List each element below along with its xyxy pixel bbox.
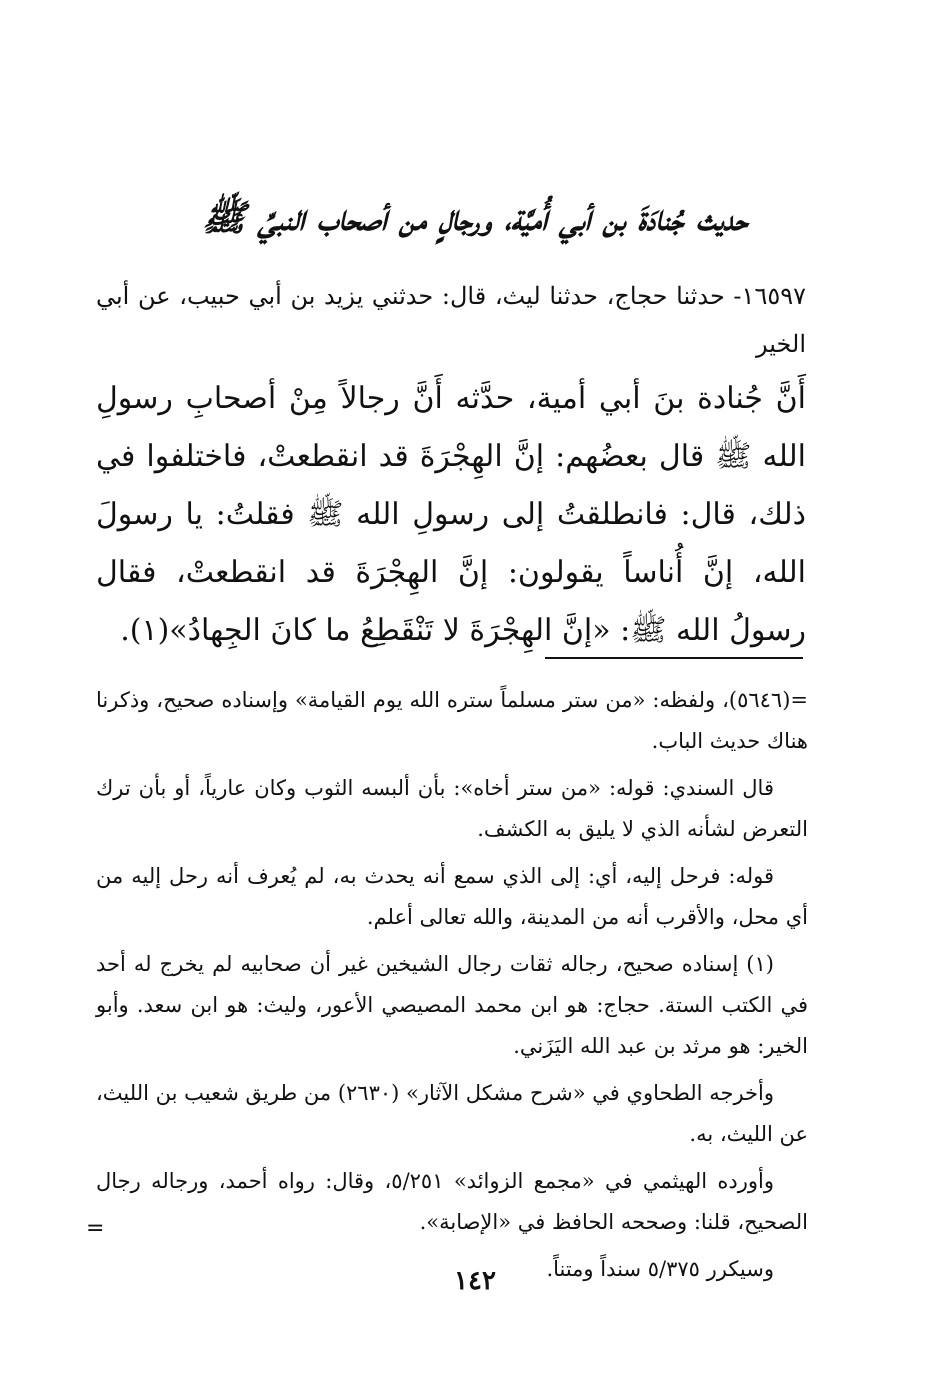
- hadith-matn: أَنَّ جُنادة بنَ أبي أمية، حدَّثه أَنَّ رجالاً مِنْ أصحابِ رسولِ الله ﷺ قال بعضُهم: إنَّ الهِجْرَةَ قد انقطعتْ، فاختلفوا في ذلك، قال: فانطلقتُ إلى رسولِ الله ﷺ فقلتُ: يا رسولَ الله، إنَّ أُناساً يقولون: إنَّ الهِجْرَةَ قد انقطعتْ، فقال رسولُ الله ﷺ: «إنَّ الهِجْرَةَ لا تَنْقَطِعُ ما كانَ الجِهادُ»(١).: [96, 381, 806, 648]
- footnote-paragraph: وسيكرر ٥/٣٧٥ سنداً ومتناً.: [546, 1257, 774, 1281]
- page-title: حديث جُنادَةَ بن أبي أُميَّة، ورجالٍ من أصحاب النبيِّ ﷺ: [202, 197, 748, 239]
- footnote-paragraph: قال السندي: قوله: «من ستر أخاه»: بأن ألبسه الثوب وكان عارياً، أو بأن ترك التعرض لشأنه الذي لا يليق به الكشف.: [96, 776, 808, 841]
- continuation-mark: =: [86, 1216, 105, 1241]
- footnote-paragraph: =(٥٦٤٦)، ولفظه: «من ستر مسلماً ستره الله يوم القيامة» وإسناده صحيح، وذكرنا هناك حديث الباب.: [96, 688, 808, 753]
- footnote-paragraph: (١) إسناده صحيح، رجاله ثقات رجال الشيخين غير أن صحابيه لم يخرج له أحد في الكتب الستة. حجاج: هو ابن محمد المصيصي الأعور، وليث: هو ابن سعد. وأبو الخير: هو مرثد بن عبد الله اليَزَني.: [96, 952, 808, 1058]
- footnote-paragraph: وأخرجه الطحاوي في «شرح مشكل الآثار» (٢٦٣٠) من طريق شعيب بن الليث، عن الليث، به.: [96, 1081, 808, 1146]
- hadith-isnad: ١٦٥٩٧- حدثنا حجاج، حدثنا ليث، قال: حدثني يزيد بن أبي حبيب، عن أبي الخير: [96, 282, 806, 358]
- page-number: ١٤٢: [454, 1266, 496, 1296]
- footnote-divider: [545, 657, 803, 659]
- footnotes: [96, 680, 808, 1296]
- footnote-paragraph: وأورده الهيثمي في «مجمع الزوائد» ٥/٢٥١، وقال: رواه أحمد، ورجاله رجال الصحيح، قلنا: وصححه الحافظ في «الإصابة».: [96, 1169, 808, 1234]
- footnote-paragraph: قوله: فرحل إليه، أي: إلى الذي سمع أنه يحدث به، لم يُعرف أنه رحل إليه من أي محل، والأقرب أنه من المدينة، والله تعالى أعلم.: [96, 864, 808, 929]
